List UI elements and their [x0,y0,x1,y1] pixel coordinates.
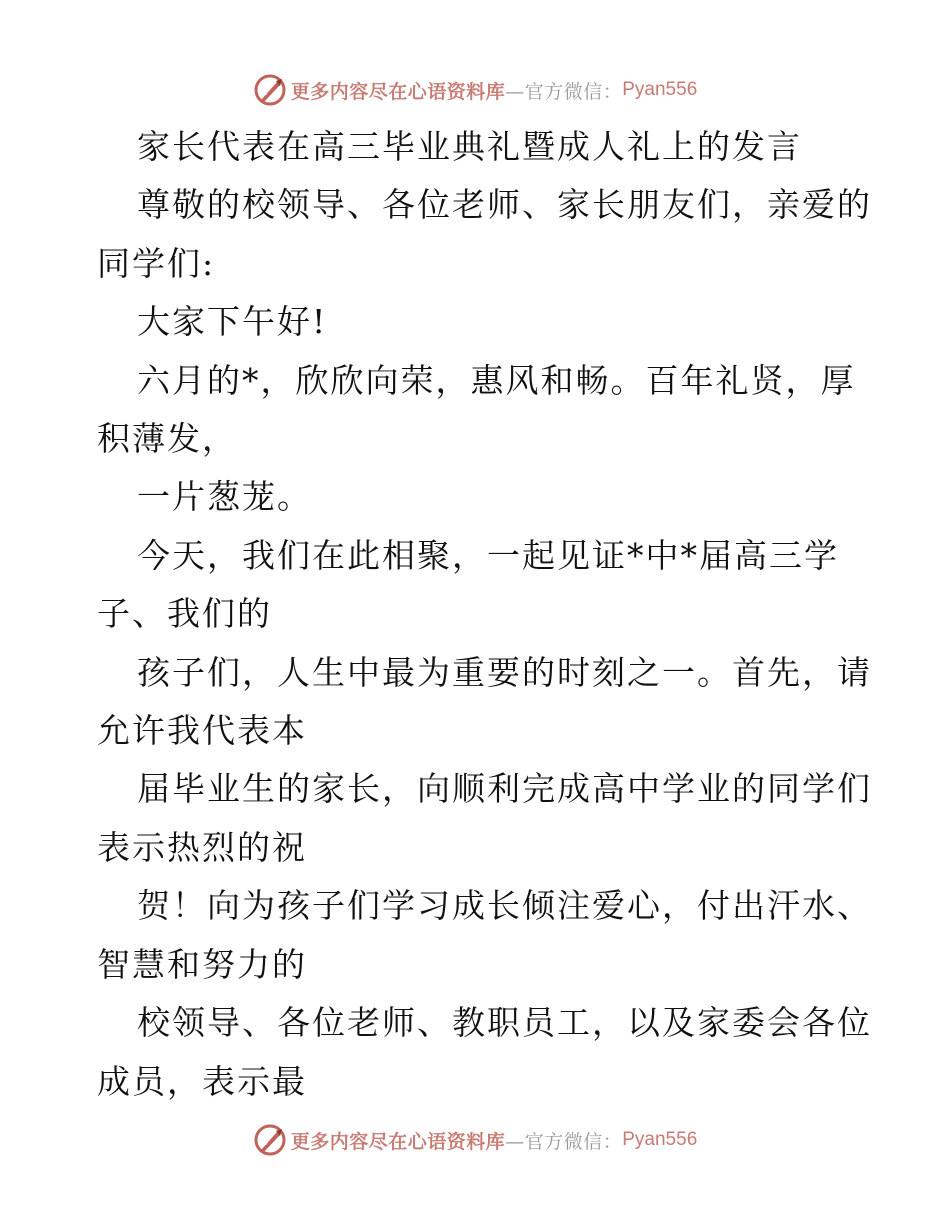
document-line: 同学们: [97,243,216,283]
quill-pen-circle-icon [253,73,287,107]
document-line: 大家下午好! [137,302,328,342]
document-line: 今天，我们在此相聚，一起见证*中*届高三学 [137,535,839,575]
document-line: 届毕业生的家长，向顺利完成高中学业的同学们 [137,769,872,809]
banner-wechat-id: Pyan556 [622,1129,698,1150]
document-line: 允许我代表本 [97,711,307,751]
banner-wechat-id: Pyan556 [622,79,698,100]
document-body [97,118,872,1111]
document-line: 贺！向为孩子们学习成长倾注爱心，付出汗水、 [137,886,872,926]
document-line: 智慧和努力的 [97,944,307,984]
banner-separator-text: —官方微信： [505,1130,623,1153]
document-line: 表示热烈的祝 [97,827,307,867]
footer-banner [0,1120,950,1160]
document-line: 成员，表示最 [97,1061,307,1101]
document-line: 尊敬的校领导、各位老师、家长朋友们，亲爱的 [137,185,872,225]
document-line: 孩子们，人生中最为重要的时刻之一。首先，请 [137,652,872,692]
document-line: 家长代表在高三毕业典礼暨成人礼上的发言 [137,127,802,166]
document-line: 一片葱茏。 [137,477,312,517]
document-line: 子、我们的 [97,594,272,634]
document-line: 校领导、各位老师、教职员工，以及家委会各位 [137,1003,872,1043]
banner-main-text: 更多内容尽在心语资料库 [290,1130,506,1153]
banner-main-text: 更多内容尽在心语资料库 [290,80,506,103]
quill-pen-circle-icon [253,1123,287,1157]
banner-separator-text: —官方微信： [505,80,623,103]
document-line: 六月的*，欣欣向荣，惠风和畅。百年礼贤，厚 [137,360,856,400]
document-line: 积薄发， [97,419,237,459]
header-banner [0,70,950,110]
